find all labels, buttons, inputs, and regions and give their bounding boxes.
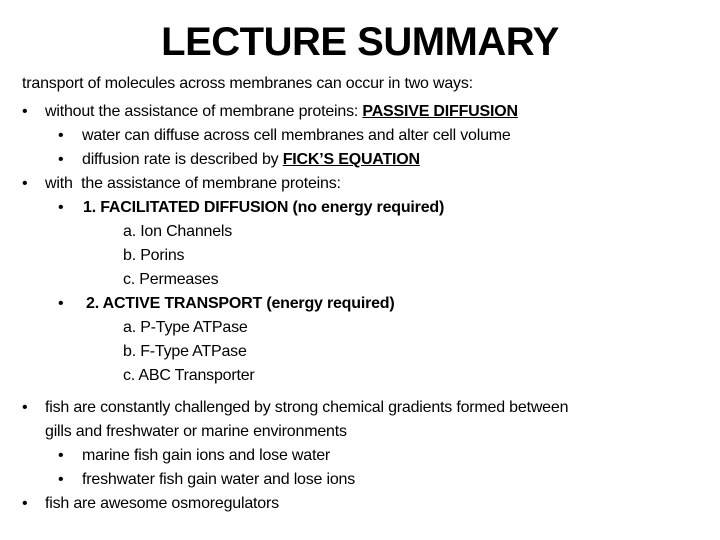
osmoregulators-line: fish are awesome osmoregulators (45, 495, 279, 512)
bullet-icon: • (22, 495, 28, 512)
bullet-icon: • (58, 295, 64, 312)
fick-text: diffusion rate is described by (82, 151, 283, 168)
porins-line: b. Porins (123, 247, 185, 264)
fick-line (82, 150, 420, 170)
bullet-icon: • (22, 175, 28, 192)
abc-line: c. ABC Transporter (123, 367, 255, 384)
bullet-icon: • (58, 199, 64, 216)
passive-text: without the assistance of membrane proteins: (45, 103, 363, 120)
freshwater-line: freshwater fish gain water and lose ions (82, 471, 356, 488)
bullet-icon: • (22, 103, 28, 120)
slide-title: LECTURE SUMMARY (161, 20, 559, 64)
marine-line: marine fish gain ions and lose water (82, 447, 331, 464)
active-line: 2. ACTIVE TRANSPORT (energy required) (86, 295, 395, 312)
facilitated-line: 1. FACILITATED DIFFUSION (no energy required) (83, 199, 445, 216)
p-type-line: a. P-Type ATPase (123, 319, 248, 336)
f-type-line: b. F-Type ATPase (123, 343, 247, 360)
fish-challenged-line-2: gills and freshwater or marine environments (45, 423, 347, 440)
with-line: with the assistance of membrane proteins: (45, 175, 341, 192)
fish-challenged-line-1: fish are constantly challenged by strong chemical gradients formed between (45, 399, 569, 416)
passive-diffusion-term: PASSIVE DIFFUSION (362, 103, 518, 120)
bullet-icon: • (58, 151, 64, 168)
water-line: water can diffuse across cell membranes and alter cell volume (82, 127, 511, 144)
bullet-icon: • (58, 471, 64, 488)
bullet-icon: • (58, 127, 64, 144)
passive-line (45, 102, 518, 122)
bullet-icon: • (58, 447, 64, 464)
intro-line: transport of molecules across membranes can occur in two ways: (22, 75, 473, 92)
ion-channels-line: a. Ion Channels (123, 223, 233, 240)
permeases-line: c. Permeases (123, 271, 219, 288)
fick-equation-term: FICK’S EQUATION (282, 151, 420, 168)
bullet-icon: • (22, 399, 28, 416)
